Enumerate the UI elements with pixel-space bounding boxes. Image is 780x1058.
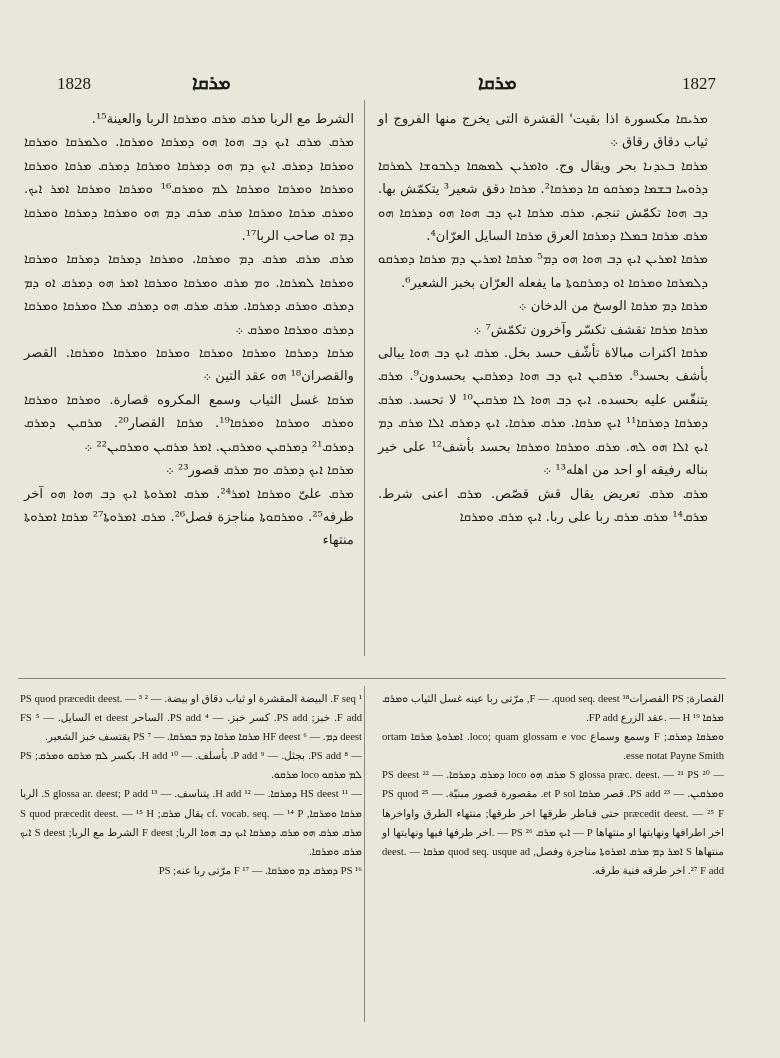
entry: الشرط مع الربا ܡܪܩ ܡܪܩ ܘܡܪܩܐ الربا والعينة¹⁵. <box>91 112 354 127</box>
footnote-block: ¹⁶ PS ܕܡܪܩ ܕܡ ܘܡܪܩܐ. — ¹⁷ F مرّتى ربا عنه; PS <box>158 865 362 877</box>
footnotes-right <box>382 690 724 881</box>
footnote-block: — ²⁰ S glossa præc. deest. — ²¹ PS ܡܪܩ ܗܘ loco ܕܡܪܩ ܕܡܪܩܐ. — ²² PS deest ܘܡܪܩܝܢ. — ²³ PS add. قصر ܡܪܩܐ et P sol. مقصورة قصور مبنيّة. — ²⁵ PS quod præcedit deest. — ²⁵ F حتى قناطر طرقها اخر طرقها; منتهاء الطرق واواخرها اخر اطرافها ونهايتها او منتهاها P — ܐܝܟ ܡܪܩ ²⁶ PS — .اخر طرفها فيها ونهايتها او منتهاها S ܐܡܪ ܕܡ ܡܪܩ ܐܡܪܘܬܐ مناجزة وفصل, quod seq. usque ad ܡܪܩܐ deest. — ²⁷ F add. اخر طرقه فنية طرقه. <box>382 770 725 877</box>
entry: ܡܪܩ ܡܪܩ تعريض يقال قش قصّص. ܡܪܩ اعنى شرط. ܡܪܩ¹⁴ ܡܪܩ ܡܪܩ ربا على ربا. ܐܝܟ ܡܪܩ ܘܡܪܩܐ <box>378 486 708 525</box>
entry: ܡܪܝܩܐ مكسورة اذا بقيت' القشرة التى يخرج منها الفروج او ثياب دقاق رقاق ܀ <box>378 112 708 151</box>
footnote-block: — ⁸ PS add. بجثل. — ⁹ P add. بأسلف. — ¹⁰ H add. بكسر ܠܡ ܡܪܩܘ ܘܡܪܩ; PS ܠܡ ܡܪܩܘ loco ܡܪܩܘ. <box>20 751 362 782</box>
entry: ܡܪܩ ܡܪܩ ܡܪܩ ܕܡ ܘܡܪܩܐ. ܘܡܪܩܐ ܕܡܪܩܐ ܕܡܪܩܐ ܘܡܪܩܐ ܘܡܪܩܐ ܠܡܪܩܐ. ܘܡ ܡܪܩ ܘܡܪܩܐ ܘܡܪܩܐ ܐܡܪ ܗܘ ܕܡܪܩ ܐܘ ܕܡ ܕܡܪܩ ܘܡܪܩ ܕܡܪܩܐ. ܡܪܩ ܡܪܩ ܗܘ ܕܡܪܩ ܡܠܐ ܘܡܪܩܐ ܘܡܪܩܐ ܕܡܪܩ ܘܡܪܩܐ ܘܡܪܩ ܀ <box>24 252 354 338</box>
entry: ܡܪܩܐ اكترات مبالاة تأشّف حسد بخل. ܡܪܩ ܐܝܟ ܕܒ ܗܘܐ يبالى بأشف بحسد⁸. ܡܪܩܝܢ ܐܝܟ ܕܒ ܗܘܐ ܕܡܪܩܝܢ بحسدون⁹. ܡܪܩ يتنفّس عليه بحسده. ܐܝܟ ܕܒ ܗܘܐ ܠܐ ܡܪܩܝܢ¹⁰ لا تحسد. ܡܪܩ ܕܡܪܩܐ ܕܡܪܩܐ¹¹ ܐܝܟ ܡܪܩܐ. ܡܪܩ ܡܪܩܐ. ܐܝܟ ܕܡܪܩ ܐܠܐ ܡܪܩ ܕܡ ܐܝܟ ܐܠܐ ܗܘ ܠܗ. ܡܪܩ ܘܡܪܩܐ ܘܡܪܩܐ بحسد بأشف¹² على خير بناله رفيقه او احد من اهله¹³ ܀ <box>378 346 708 479</box>
right-running-headword: ܡܪܩܐ <box>478 72 517 94</box>
entry: ܡܪܩܐ ܡܪܩܐ تقشف تكسّر وآخرون تكمّش⁷ ܀ <box>473 322 708 338</box>
footnote-block: القصارة; PS القصرات¹⁸ F — .quod seq. deest, مرّتى ربا عينه غسل الثياب ܘܡܪܩ ܡܪܩܐ ¹⁹ H — .عقد الزرع FP add. <box>382 694 725 725</box>
footnotes-left <box>20 690 362 881</box>
footnote-block: ܘܡܪܩܐ ܕܡܪܩ; F وسمع وسماع loco; quam glossam e voc. ܐܡܪܘܬܐ ܡܪܩܐ ortam esse notat Payne Smith. <box>382 732 724 763</box>
right-page-number: 1827 <box>682 74 716 93</box>
footnote-rule-right <box>366 678 726 679</box>
entry: ܡܪܩ علىّ ܘܡܪܩܐ ܐܡܪ²⁴. ܡܪܩ ܐܡܪܘܬܐ ܐܝܟ ܕܒ ܗܘܐ ܗܘ آخر طرفه²⁵. ܘܡܪܩܘܬܐ مناجزة فصل²⁶. ܡܪܩ ܐܡܪܘܬܐ²⁷ ܡܪܩܐ ܐܡܪܘܬܐ منتهاء <box>24 486 354 549</box>
entry: ܡܪܩܐ ܒܥܕܢܐ بحر ويقال وج. ܘܐܡܪܝܢ ܠܡܣܩܐ ܕܠܒܘܫܐ ܠܡܪܩܐ ܕܪܘܚܐ ܒܫܡܐ ܕܡܪܩܘ ܩܐ ܕܡܪܩܐ². ܡܪܩܐ دقق شعير³ يتكمّش بها. ܕܒ ܗܘܐ تكمّش تنجم. ܡܪܩ ܡܪܩܐ ܐܝܟ ܕܒ ܗܘܐ ܗܘ ܕܡܪܩܐ ܗܘ ܡܪܩ ܡܪܩܐ ܒܡܠܐ ܕܡܪܩܐ العرق ܡܪܩܐ السايل العرّان⁴. <box>378 158 708 245</box>
footnote-rule-left <box>18 678 378 679</box>
entry: ܡܪܩܐ ܐܡܪܝܢ ܐܝܟ ܕܒ ܗܘܐ ܗܘ ܕܡ⁵ ܡܪܩܐ ܐܡܪܝܢ ܕܡ ܡܪܩܐ ܕܡܪܩܘ ܕܠܡܪܩܐ ܘܡܪܩܐ ܐܘ ܕܡܪܩܘܬܐ ما يفعله العرّان بخبز الشعير⁶. <box>378 252 708 291</box>
footnote-block: — ¹¹ HS deest ܕܡܪܩܐ. — ¹² H add. يتناسف. — ¹³ S glossa ar. deest; P add. الربا ܡܪܩܐ ܘܡܪܩܐ, cf. vocab. seq. — ¹⁴ P يقال ܡܪܩ; S quod præcedit deest. — ¹⁵ H ܡܪܩ ܡܪܩ ܗܘ ܡܪܩ ܕܡܪܩܐ ܐܝܟ ܕܒ ܗܘܐ الربا; F deest الشرط مع الربا; S deest ܐܝܟ ܡܪܩ ܘܡܪܩܐ. <box>20 789 363 858</box>
entry: ܡܪܩܐ غسل الثياب وسمع المكروه قصارة. ܘܡܪܩܐ ܘܡܪܩܐ ܘܡܪܩ ܘܡܪܩܐ ܘܡܪܩܐ¹⁹. ܡܪܩܐ القصار²⁰. ܡܪܩܝܢ ܕܡܪܩ ܕܡܪܩ²¹ ܕܡܪܩܝܢ ܘܡܪܩܝܢ. ܐܡܪ ܡܪܩܝܢ ܘܡܪܩܝܢ²² ܀ <box>24 392 355 455</box>
footnote-separator <box>364 686 365 1022</box>
left-page-number: 1828 <box>57 74 91 93</box>
entry: ܡܪܩܐ ܕܡܪܩܐ ܘܡܪܩܐ ܘܡܪܩܐ ܘܡܪܩܐ ܘܡܪܩܐ ܘܡܪܩܐ. القصر والقصران¹⁸ ܗܘ عقد التين ܀ <box>24 346 354 385</box>
entry: ܡܪܩܐ ܕܡ ܡܪܩܐ الوسخ من الدخان ܀ <box>518 299 708 315</box>
entry: ܡܪܩܐ ܐܝܟ ܕܡܪܩ ܘܡ ܡܪܩ قصور²³ ܀ <box>165 463 354 479</box>
column-separator <box>364 100 365 656</box>
entry: ܡܪܩ ܡܪܩ ܐܝܟ ܕܒ ܗܘܐ ܗܘ ܕܡܪܩܐ ܘܡܪܩܐ. ܘܠܡܪܩܐ ܘܡܪܩܐ ܘܡܪܩܐ ܕܡܪܩ ܐܝܟ ܕܡ ܗܘ ܕܡܪܩܐ ܘܡܪܩܐ ܕܡܪܩ ܡܪܩܐ ܘܡܪܩܐ ܘܡܪܩܐ ܘܡܪܩܐ ܘܡܪܩܐ ܠܡ ܘܡܪܩ¹⁶ ܘܡܪܩܐ ܘܡܪܩܐ ܐܡܪ ܐܝܟ. ܘܡܪܩ ܡܪܩܐ ܘܡܪܩܐ ܡܪܩ ܡܪܩ ܕܡ ܗܘ ܘܡܪܩܐ ܕܡܪܩܐ ܘܡܪܩܐ ܕܡ ܐܘ صاحب الربا¹⁷. <box>24 135 354 245</box>
right-column <box>378 108 708 529</box>
left-column <box>24 108 354 553</box>
footnote-block: ¹ F seq. البيضة المقشرة او ثياب دقاق او بيضة. — ² PS quod præcedit deest. — ³ F add. خبز; PS add. كسر خبز. — ⁴ PS add. الساحر et deest السايل. — ⁵ FS deest ܕܡ. — ⁶ HF deest ܡܪܩܐ ܡܪܩܐ ܕܡ ܒܡܪܩܐ. — ⁷ PS يقتسف خبز الشعير. <box>20 694 363 744</box>
left-running-headword: ܡܪܩܐ <box>192 72 231 94</box>
